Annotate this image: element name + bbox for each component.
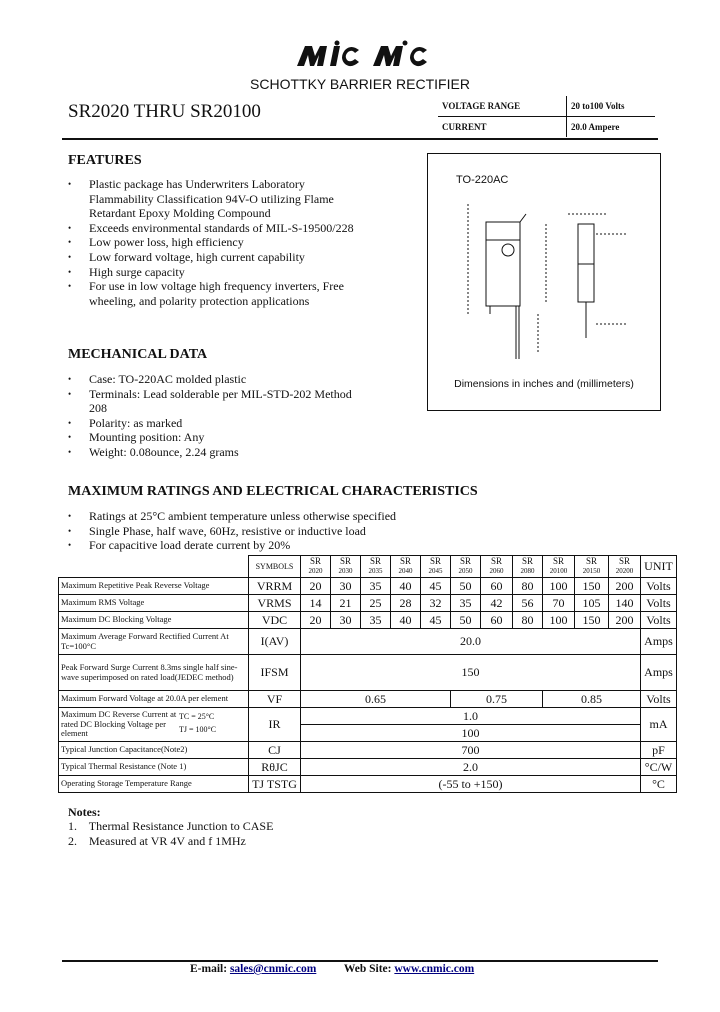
characteristics-table xyxy=(58,555,677,793)
cell-value: 2.0 xyxy=(301,759,641,776)
unit-header: UNIT xyxy=(641,556,677,578)
cell-value: 150 xyxy=(575,612,609,629)
notes-list xyxy=(68,819,273,849)
cell-value: 14 xyxy=(301,595,331,612)
diagram-caption: Dimensions in inches and (millimeters) xyxy=(454,378,634,390)
cell-value: 70 xyxy=(543,595,575,612)
current-value: 20.0 Ampere xyxy=(567,117,656,138)
company-logo xyxy=(295,40,440,75)
website-link[interactable]: www.cnmic.com xyxy=(394,963,475,975)
note-item: 2. Measured at VR 4V and f 1MHz xyxy=(68,834,246,848)
row-unit: Volts xyxy=(641,595,677,612)
cell-value: 100 xyxy=(543,612,575,629)
cell-value: 30 xyxy=(331,578,361,595)
row-symbol: I(AV) xyxy=(249,629,301,655)
feature-item: • Exceeds environmental standards of MIL-S-19500/228 xyxy=(68,221,368,236)
part-column-header: SR 2030 xyxy=(331,556,361,578)
row-symbol: VRRM xyxy=(249,578,301,595)
email-label: E-mail: xyxy=(190,963,230,975)
ratings-heading: MAXIMUM RATINGS AND ELECTRICAL CHARACTERISTICS xyxy=(68,484,478,499)
table-row xyxy=(59,629,677,655)
cell-value: 200 xyxy=(609,612,641,629)
cell-value: 0.75 xyxy=(451,691,543,708)
feature-item: • Plastic package has Underwriters Laboratory Flammability Classification 94V-O utilizing Flame Retardant Epoxy Molding Compound xyxy=(68,177,368,221)
row-symbol: VF xyxy=(249,691,301,708)
rating-condition: • For capacitive load derate current by 20% xyxy=(68,538,468,553)
row-symbol: IFSM xyxy=(249,655,301,691)
table-row xyxy=(59,578,677,595)
table-row xyxy=(59,595,677,612)
cell-value: 21 xyxy=(331,595,361,612)
mechanical-item: • Weight: 0.08ounce, 2.24 grams xyxy=(68,445,368,460)
cell-value: 45 xyxy=(421,578,451,595)
document-subtitle: SCHOTTKY BARRIER RECTIFIER xyxy=(250,76,470,92)
cell-value: 32 xyxy=(421,595,451,612)
cell-value: 60 xyxy=(481,578,513,595)
table-row xyxy=(59,742,677,759)
cell-value: 150 xyxy=(575,578,609,595)
rating-summary xyxy=(438,96,655,137)
cell-value: 0.65 xyxy=(301,691,451,708)
cell-value: 42 xyxy=(481,595,513,612)
row-label: Maximum Forward Voltage at 20.0A per element xyxy=(59,691,249,708)
row-unit: Volts xyxy=(641,578,677,595)
row-unit: pF xyxy=(641,742,677,759)
row-label: Maximum Repetitive Peak Reverse Voltage xyxy=(59,578,249,595)
mechanical-heading: MECHANICAL DATA xyxy=(68,347,208,362)
cell-value: 20 xyxy=(301,612,331,629)
part-column-header: SR 2060 xyxy=(481,556,513,578)
symbols-header: SYMBOLS xyxy=(249,556,301,578)
row-symbol: RθJC xyxy=(249,759,301,776)
notes-heading: Notes: xyxy=(68,805,101,819)
rating-condition: • Ratings at 25°C ambient temperature unless otherwise specified xyxy=(68,509,468,524)
cell-value: 40 xyxy=(391,578,421,595)
part-column-header: SR 2020 xyxy=(301,556,331,578)
cell-value: 200 xyxy=(609,578,641,595)
row-symbol: CJ xyxy=(249,742,301,759)
cell-value: 80 xyxy=(513,612,543,629)
row-unit: Volts xyxy=(641,691,677,708)
cell-value: 45 xyxy=(421,612,451,629)
cell-value: 35 xyxy=(361,612,391,629)
row-label: Peak Forward Surge Current 8.3ms single half sine-wave superimposed on rated load(JEDEC method) xyxy=(59,655,249,691)
part-range-title: SR2020 THRU SR20100 xyxy=(68,101,261,122)
cell-value: 105 xyxy=(575,595,609,612)
feature-item: • Low forward voltage, high current capability xyxy=(68,250,368,265)
row-label: Maximum DC Reverse Current at rated DC Blocking Voltage per element TC = 25°C TJ = 100°C xyxy=(59,708,249,742)
row-label: Maximum Average Forward Rectified Current At Tc=100°C xyxy=(59,629,249,655)
cell-value: 35 xyxy=(451,595,481,612)
package-outline-drawing xyxy=(427,153,661,411)
row-label: Maximum RMS Voltage xyxy=(59,595,249,612)
footer-contact xyxy=(190,963,474,975)
row-unit: °C xyxy=(641,776,677,793)
note-item: 1. Thermal Resistance Junction to CASE xyxy=(68,819,274,833)
row-label: Typical Thermal Resistance (Note 1) xyxy=(59,759,249,776)
mechanical-item: • Mounting position: Any xyxy=(68,430,368,445)
cell-value: 60 xyxy=(481,612,513,629)
part-column-header: SR 2080 xyxy=(513,556,543,578)
row-symbol: VRMS xyxy=(249,595,301,612)
row-unit: Amps xyxy=(641,629,677,655)
part-column-header: SR 20100 xyxy=(543,556,575,578)
cell-value: 35 xyxy=(361,578,391,595)
cell-value: 150 xyxy=(301,655,641,691)
package-drawing xyxy=(428,154,660,410)
cell-value: 28 xyxy=(391,595,421,612)
row-label: Operating Storage Temperature Range xyxy=(59,776,249,793)
table-row xyxy=(59,759,677,776)
table-row xyxy=(59,708,677,725)
voltage-range-value: 20 to100 Volts xyxy=(567,96,656,117)
cell-value: 40 xyxy=(391,612,421,629)
cell-value: 1.0 xyxy=(301,708,641,725)
cell-value: 0.85 xyxy=(543,691,641,708)
part-column-header: SR 20150 xyxy=(575,556,609,578)
part-column-header: SR 2035 xyxy=(361,556,391,578)
cell-value: 20.0 xyxy=(301,629,641,655)
cell-value: 140 xyxy=(609,595,641,612)
website-label: Web Site: xyxy=(343,963,395,975)
mechanical-item: • Terminals: Lead solderable per MIL-STD-202 Method 208 xyxy=(68,387,368,416)
cell-value: 25 xyxy=(361,595,391,612)
part-column-header: SR 2050 xyxy=(451,556,481,578)
footer-divider xyxy=(62,960,658,962)
voltage-range-label: VOLTAGE RANGE xyxy=(442,101,521,111)
features-heading: FEATURES xyxy=(68,153,142,168)
row-label: Maximum DC Blocking Voltage xyxy=(59,612,249,629)
feature-item: • High surge capacity xyxy=(68,265,368,280)
cell-value: 50 xyxy=(451,612,481,629)
table-row xyxy=(59,776,677,793)
part-column-header: SR 2040 xyxy=(391,556,421,578)
row-unit: Volts xyxy=(641,612,677,629)
table-row xyxy=(59,655,677,691)
row-symbol: TJ TSTG xyxy=(249,776,301,793)
mechanical-item: • Case: TO-220AC molded plastic xyxy=(68,372,368,387)
cell-value: 100 xyxy=(301,725,641,742)
header-divider xyxy=(62,138,658,140)
cell-value: 20 xyxy=(301,578,331,595)
email-link[interactable]: sales@cnmic.com xyxy=(229,963,317,975)
feature-item: • For use in low voltage high frequency inverters, Free wheeling, and polarity protection applications xyxy=(68,279,368,308)
cell-value: 80 xyxy=(513,578,543,595)
cell-value: 30 xyxy=(331,612,361,629)
features-list xyxy=(68,177,368,308)
cell-value: 100 xyxy=(543,578,575,595)
row-symbol: IR xyxy=(249,708,301,742)
current-label: CURRENT xyxy=(442,122,487,132)
row-unit: Amps xyxy=(641,655,677,691)
cell-value: 56 xyxy=(513,595,543,612)
row-label: Typical Junction Capacitance(Note2) xyxy=(59,742,249,759)
part-column-header: SR 20200 xyxy=(609,556,641,578)
table-row xyxy=(59,691,677,708)
feature-item: • Low power loss, high efficiency xyxy=(68,235,368,250)
table-header-row xyxy=(59,556,677,578)
table-row xyxy=(59,612,677,629)
row-symbol: VDC xyxy=(249,612,301,629)
row-unit: mA xyxy=(641,708,677,742)
package-name: TO-220AC xyxy=(456,174,509,186)
part-column-header: SR 2045 xyxy=(421,556,451,578)
ratings-conditions-list xyxy=(68,509,468,553)
mechanical-item: • Polarity: as marked xyxy=(68,416,368,431)
row-unit: °C/W xyxy=(641,759,677,776)
cell-value: 700 xyxy=(301,742,641,759)
cell-value: (-55 to +150) xyxy=(301,776,641,793)
rating-condition: • Single Phase, half wave, 60Hz, resistive or inductive load xyxy=(68,524,468,539)
mechanical-list xyxy=(68,372,368,460)
cell-value: 50 xyxy=(451,578,481,595)
